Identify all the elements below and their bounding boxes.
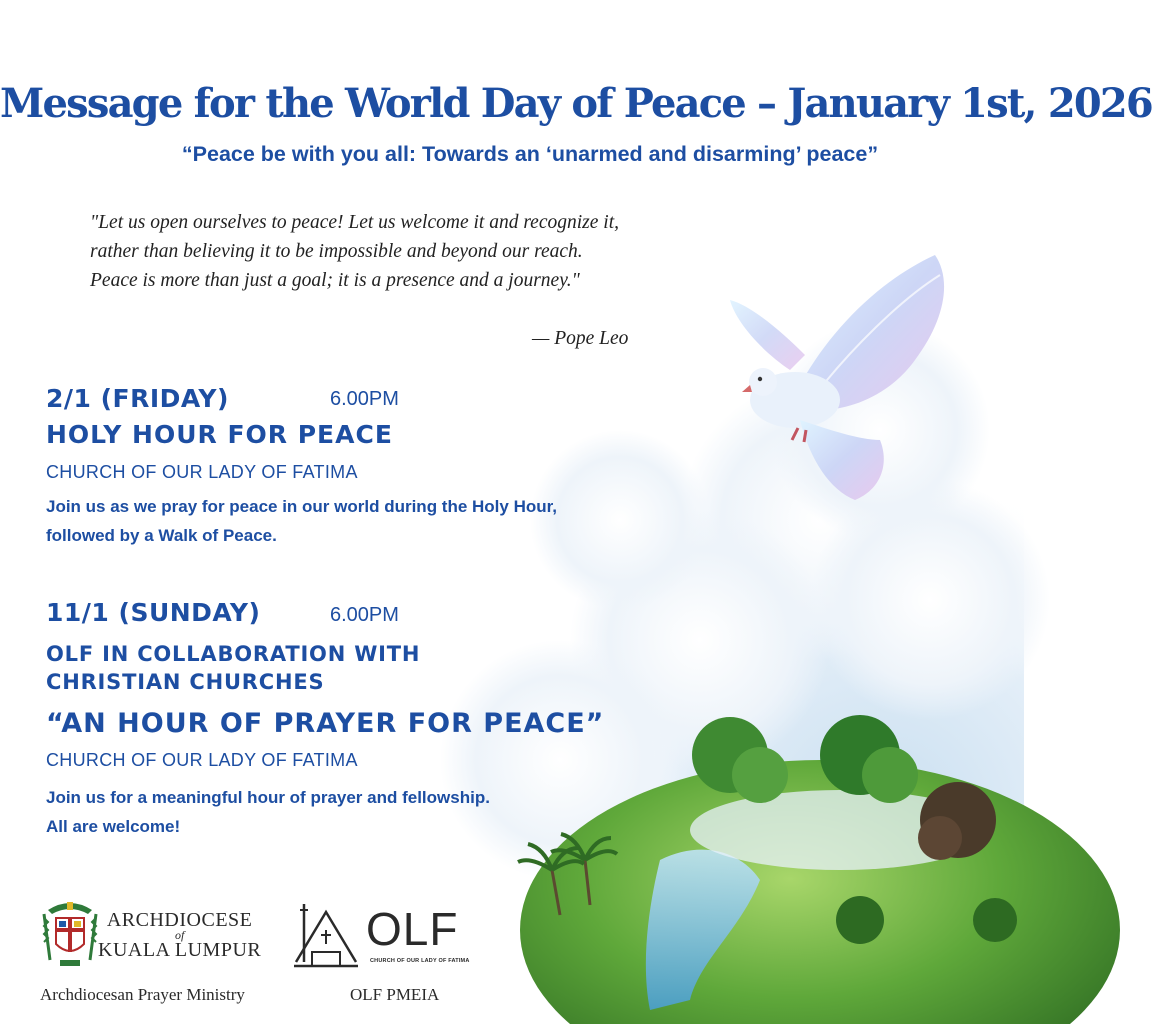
event-2-organizer-line: OLF IN COLLABORATION WITH [46,642,421,666]
archdiocese-crest-icon [40,900,100,970]
quote-line: "Let us open ourselves to peace! Let us welcome it and recognize it, [90,212,619,233]
quote-block [90,208,619,295]
olf-fullname: CHURCH OF OUR LADY OF FATIMA [370,958,470,964]
event-2-organizer-line: CHRISTIAN CHURCHES [46,670,325,694]
event-1-description-line: Join us as we pray for peace in our world during the Holy Hour, [46,497,558,516]
olf-caption: OLF PMEIA [350,985,440,1004]
page-subtitle: “Peace be with you all: Towards an ‘unarmed and disarming’ peace” [181,142,879,166]
event-1-venue: CHURCH OF OUR LADY OF FATIMA [46,462,358,482]
page-title: Message for the World Day of Peace – January 1st, 2026 [0,80,1152,127]
event-2-description [46,783,490,841]
event-2-title: “AN HOUR OF PRAYER FOR PEACE” [46,708,605,739]
archdiocese-wordmark [98,910,261,960]
event-1-description [46,492,557,550]
quote-attribution: — Pope Leo [532,328,629,349]
event-2-organizer [46,640,420,696]
event-2-description-line: Join us for a meaningful hour of prayer and fellowship. [46,788,490,807]
event-1-date: 2/1 (FRIDAY) [46,384,229,413]
event-1-time: 6.00PM [330,388,399,410]
event-1-description-line: followed by a Walk of Peace. [46,526,277,545]
archdiocese-line2: of [174,928,185,942]
quote-line: rather than believing it to be impossible and beyond our reach. [90,241,583,262]
archdiocese-line1: ARCHDIOCESE [106,909,253,931]
event-2-venue: CHURCH OF OUR LADY OF FATIMA [46,750,358,770]
event-2-description-line: All are welcome! [46,817,181,836]
event-1-title: HOLY HOUR FOR PEACE [46,420,393,449]
olf-wordmark: OLF [366,903,459,955]
event-2-date: 11/1 (SUNDAY) [46,598,261,627]
quote-line: Peace is more than just a goal; it is a presence and a journey." [90,270,580,291]
olf-church-icon [292,900,362,972]
ministry-caption: Archdiocesan Prayer Ministry [40,985,245,1004]
archdiocese-line3: KUALA LUMPUR [98,939,262,961]
event-2-time: 6.00PM [330,604,399,626]
